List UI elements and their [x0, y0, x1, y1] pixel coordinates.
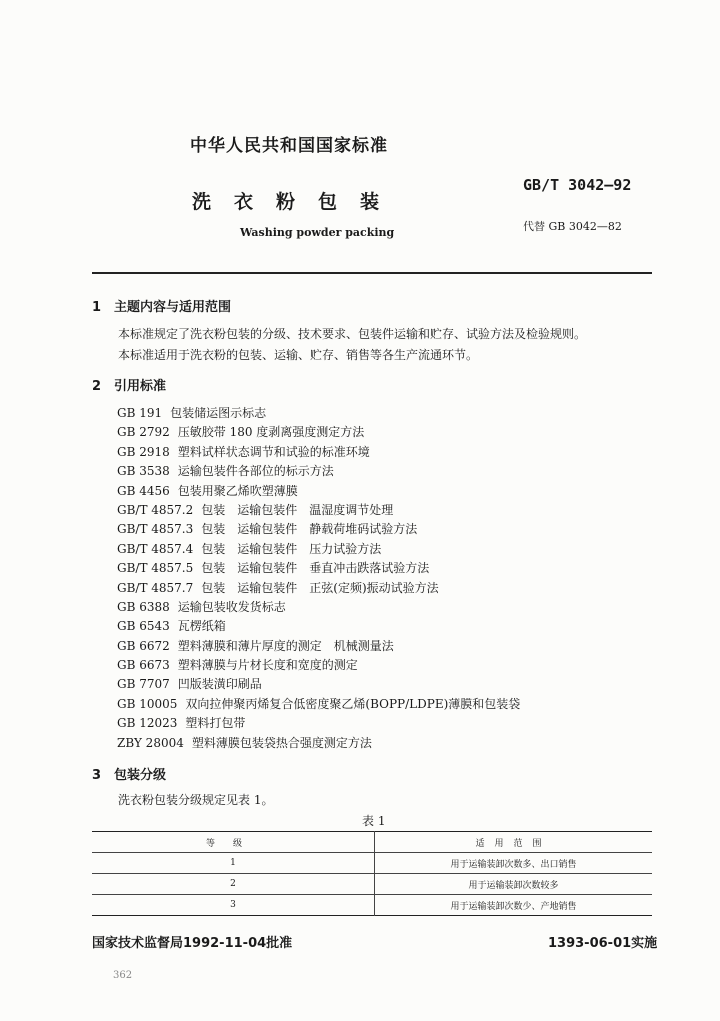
table-row — [92, 895, 652, 916]
section-title: 主题内容与适用范围 — [114, 300, 232, 315]
table-header-row — [92, 832, 652, 853]
reference-item — [117, 404, 520, 423]
reference-code: GB 4456 — [117, 483, 170, 498]
approval-date: 国家技术监督局1992-11-04批准 — [92, 936, 293, 951]
reference-item — [117, 462, 520, 481]
reference-item — [117, 501, 520, 520]
standard-number: GB/T 3042—92 — [523, 176, 632, 194]
reference-item — [117, 695, 520, 714]
reference-title: 包装 运输包装件 垂直冲击跌落试验方法 — [201, 561, 430, 576]
grade-cell: 2 — [92, 874, 375, 895]
section-number: 1 — [92, 300, 102, 315]
header-scope: 适用范围 — [475, 838, 552, 849]
reference-title: 包装 运输包装件 静载荷堆码试验方法 — [201, 522, 418, 537]
section-number: 3 — [92, 768, 102, 783]
reference-title: 塑料试样状态调节和试验的标准环境 — [177, 444, 370, 459]
grade-cell: 1 — [92, 853, 375, 874]
reference-item — [117, 637, 520, 656]
reference-code: GB 2918 — [117, 444, 170, 459]
section-1-heading — [92, 296, 231, 315]
reference-title: 包装用聚乙烯吹塑薄膜 — [177, 483, 298, 498]
national-standard-heading: 中华人民共和国国家标准 — [190, 136, 388, 156]
reference-title: 塑料打包带 — [185, 716, 246, 731]
document-title-english: Washing powder packing — [240, 226, 395, 239]
reference-code: GB 6388 — [117, 599, 170, 614]
reference-title: 运输包装件各部位的标示方法 — [177, 464, 334, 479]
section-1-paragraph-2: 本标准适用于洗衣粉的包装、运输、贮存、销售等各生产流通环节。 — [118, 348, 479, 362]
reference-title: 包装 运输包装件 温湿度调节处理 — [201, 502, 394, 517]
reference-title: 瓦楞纸箱 — [177, 619, 226, 634]
table-caption: 表 1 — [362, 814, 386, 828]
reference-title: 塑料薄膜与片材长度和宽度的测定 — [177, 658, 358, 673]
section-2-heading — [92, 375, 166, 394]
section-title: 引用标准 — [114, 379, 167, 394]
reference-code: GB 12023 — [117, 716, 178, 731]
reference-code: GB/T 4857.3 — [117, 522, 194, 537]
reference-code: GB 2792 — [117, 425, 170, 440]
reference-code: GB/T 4857.4 — [117, 541, 194, 556]
reference-item — [117, 714, 520, 733]
reference-title: 包装储运图示标志 — [170, 406, 267, 420]
reference-code: GB/T 4857.5 — [117, 561, 194, 576]
reference-item — [117, 617, 520, 636]
reference-list — [117, 404, 520, 753]
section-3-paragraph: 洗衣粉包装分级规定见表 1。 — [118, 793, 274, 807]
reference-item — [117, 675, 520, 694]
reference-title: 塑料薄膜包装袋热合强度测定方法 — [191, 735, 372, 750]
effective-date: 1393-06-01实施 — [548, 936, 658, 951]
reference-title: 包装 运输包装件 压力试验方法 — [201, 541, 382, 556]
page-number: 362 — [113, 970, 133, 981]
reference-item — [117, 540, 520, 559]
reference-code: GB 6672 — [117, 638, 170, 653]
reference-title: 包装 运输包装件 正弦(定频)振动试验方法 — [201, 580, 439, 595]
reference-item — [117, 598, 520, 617]
header-grade: 等级 — [92, 832, 375, 853]
reference-item — [117, 443, 520, 462]
reference-code: ZBY 28004 — [117, 735, 184, 750]
section-title: 包装分级 — [114, 768, 167, 783]
reference-code: GB 6543 — [117, 619, 170, 634]
table-row — [92, 874, 652, 895]
grade-cell: 3 — [92, 895, 375, 916]
section-3-heading — [92, 764, 166, 783]
reference-item — [117, 520, 520, 539]
reference-item — [117, 559, 520, 578]
replaces-note: 代替 GB 3042—82 — [523, 220, 622, 233]
reference-code: GB/T 4857.2 — [117, 502, 194, 517]
scope-cell: 用于运输装卸次数少、产地销售 — [450, 901, 577, 912]
reference-code: GB 7707 — [117, 677, 170, 692]
reference-item — [117, 423, 520, 442]
reference-title: 双向拉伸聚丙烯复合低密度聚乙烯(BOPP/LDPE)薄膜和包装袋 — [185, 696, 521, 711]
reference-title: 塑料薄膜和薄片厚度的测定 机械测量法 — [177, 638, 394, 653]
reference-code: GB 6673 — [117, 658, 170, 673]
document-title: 洗衣粉包装 — [192, 191, 403, 213]
section-1-paragraph-1: 本标准规定了洗衣粉包装的分级、技术要求、包装件运输和贮存、试验方法及检验规则。 — [118, 327, 587, 341]
reference-title: 凹版装潢印刷品 — [177, 677, 262, 692]
scope-cell: 用于运输装卸次数多、出口销售 — [450, 859, 577, 870]
reference-item — [117, 482, 520, 501]
reference-item — [117, 579, 520, 598]
reference-code: GB 191 — [117, 406, 163, 420]
packing-grade-table — [92, 831, 652, 916]
reference-title: 压敏胶带 180 度剥离强度测定方法 — [177, 425, 365, 440]
header-divider — [92, 272, 652, 274]
scope-cell: 用于运输装卸次数较多 — [468, 880, 559, 891]
reference-item — [117, 656, 520, 675]
reference-code: GB 10005 — [117, 696, 178, 711]
section-number: 2 — [92, 379, 102, 394]
reference-item — [117, 734, 520, 753]
reference-title: 运输包装收发货标志 — [177, 599, 286, 614]
table-row — [92, 853, 652, 874]
reference-code: GB 3538 — [117, 464, 170, 479]
reference-code: GB/T 4857.7 — [117, 580, 194, 595]
